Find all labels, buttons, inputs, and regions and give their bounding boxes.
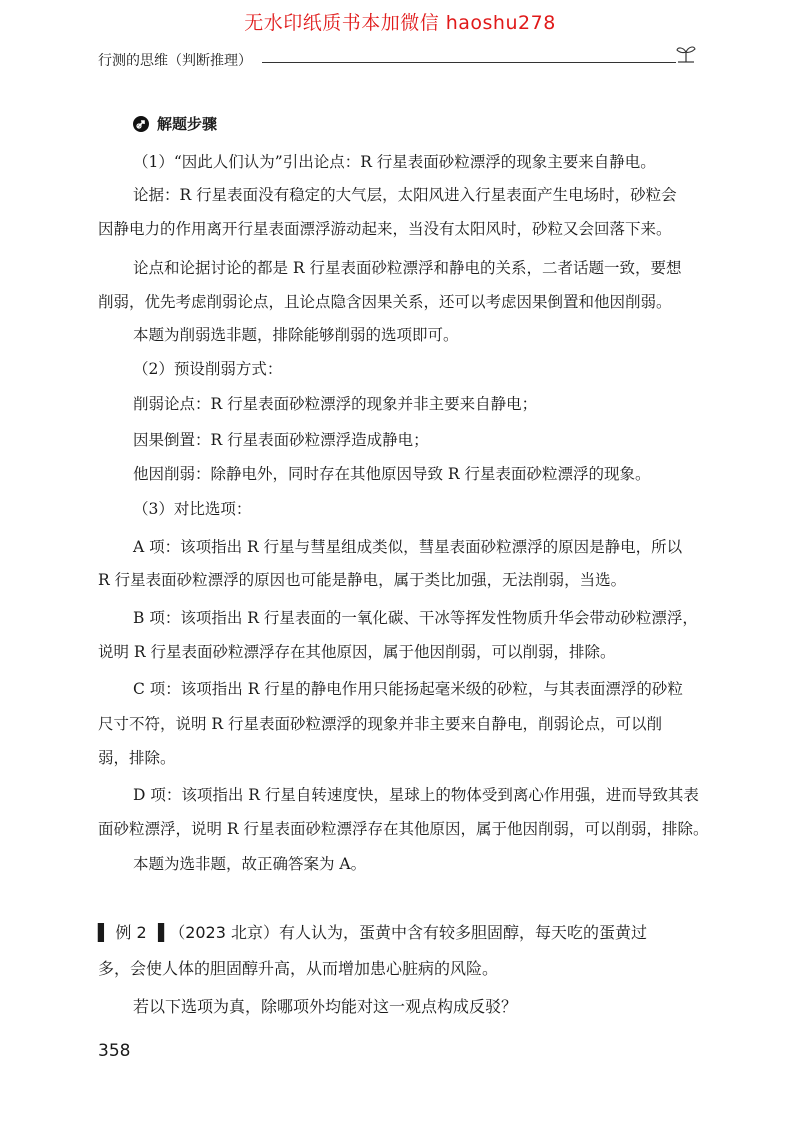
text-line: R 行星表面砂粒漂浮的原因也可能是静电，属于类比加强，无法削弱，当选。 (98, 571, 627, 589)
section-title: 解题步骤 (157, 115, 218, 133)
bracket-bar-icon: ▌ (98, 923, 111, 942)
text-line: （3）对比选项： (133, 500, 252, 518)
text-line: （2）预设削弱方式： (133, 360, 283, 378)
example-source: （2023 北京） (169, 923, 279, 942)
header-rule (262, 62, 676, 63)
example-text-line: 多，会使人体的胆固醇升高，从而增加患心脏病的风险。 (98, 959, 499, 978)
text-line: B 项：该项指出 R 行星表面的一氧化碳、干冰等挥发性物质升华会带动砂粒漂浮， (133, 609, 698, 627)
text-line: C 项：该项指出 R 行星的静电作用只能扬起毫米级的砂粒，与其表面漂浮的砂粒 (133, 680, 683, 698)
text-line: 削弱论点：R 行星表面砂粒漂浮的现象并非主要来自静电； (133, 395, 538, 413)
text-line: 论点和论据讨论的都是 R 行星表面砂粒漂浮和静电的关系，二者话题一致，要想 (133, 259, 682, 277)
solution-badge-icon (133, 116, 149, 132)
example-label: 例 2 (115, 923, 147, 942)
text-line: 本题为选非题，故正确答案为 A。 (133, 855, 367, 873)
example-question: 若以下选项为真，除哪项外均能对这一观点构成反驳？ (133, 997, 518, 1016)
text-line: 因静电力的作用离开行星表面漂浮游动起来，当没有太阳风时，砂粒又会回落下来。 (98, 220, 672, 238)
sprout-icon (674, 42, 698, 66)
watermark: 无水印纸质书本加微信 haoshu278 (244, 12, 556, 34)
text-line: 本题为削弱选非题，排除能够削弱的选项即可。 (133, 326, 459, 344)
bracket-bar-icon: ▐ (151, 923, 165, 942)
text-line: 他因削弱：除静电外，同时存在其他原因导致 R 行星表面砂粒漂浮的现象。 (133, 465, 651, 483)
text-line: D 项：该项指出 R 行星自转速度快，星球上的物体受到离心作用强，进而导致其表 (133, 786, 699, 804)
example-text-line: 有人认为，蛋黄中含有较多胆固醇，每天吃的蛋黄过 (279, 923, 648, 942)
text-line: 尺寸不符，说明 R 行星表面砂粒漂浮的现象并非主要来自静电，削弱论点，可以削 (98, 715, 663, 733)
text-line: 弱，排除。 (98, 749, 176, 767)
text-line: A 项：该项指出 R 行星与彗星组成类似，彗星表面砂粒漂浮的原因是静电，所以 (133, 538, 683, 556)
text-line: 面砂粒漂浮，说明 R 行星表面砂粒漂浮存在其他原因，属于他因削弱，可以削弱，排除。 (98, 820, 709, 838)
text-line: （1）“因此人们认为”引出论点：R 行星表面砂粒漂浮的现象主要来自静电。 (133, 153, 656, 171)
running-header: 行测的思维（判断推理） (98, 53, 252, 69)
text-line: 论据：R 行星表面没有稳定的大气层，太阳风进入行星表面产生电场时，砂粒会 (133, 186, 677, 204)
page-number: 358 (98, 1041, 131, 1061)
text-line: 削弱，优先考虑削弱论点，且论点隐含因果关系，还可以考虑因果倒置和他因削弱。 (98, 293, 672, 311)
text-line: 说明 R 行星表面砂粒漂浮存在其他原因，属于他因削弱，可以削弱，排除。 (98, 643, 616, 661)
section-heading (133, 113, 217, 134)
text-line: 因果倒置：R 行星表面砂粒漂浮造成静电； (133, 431, 429, 449)
example-heading (98, 920, 647, 943)
